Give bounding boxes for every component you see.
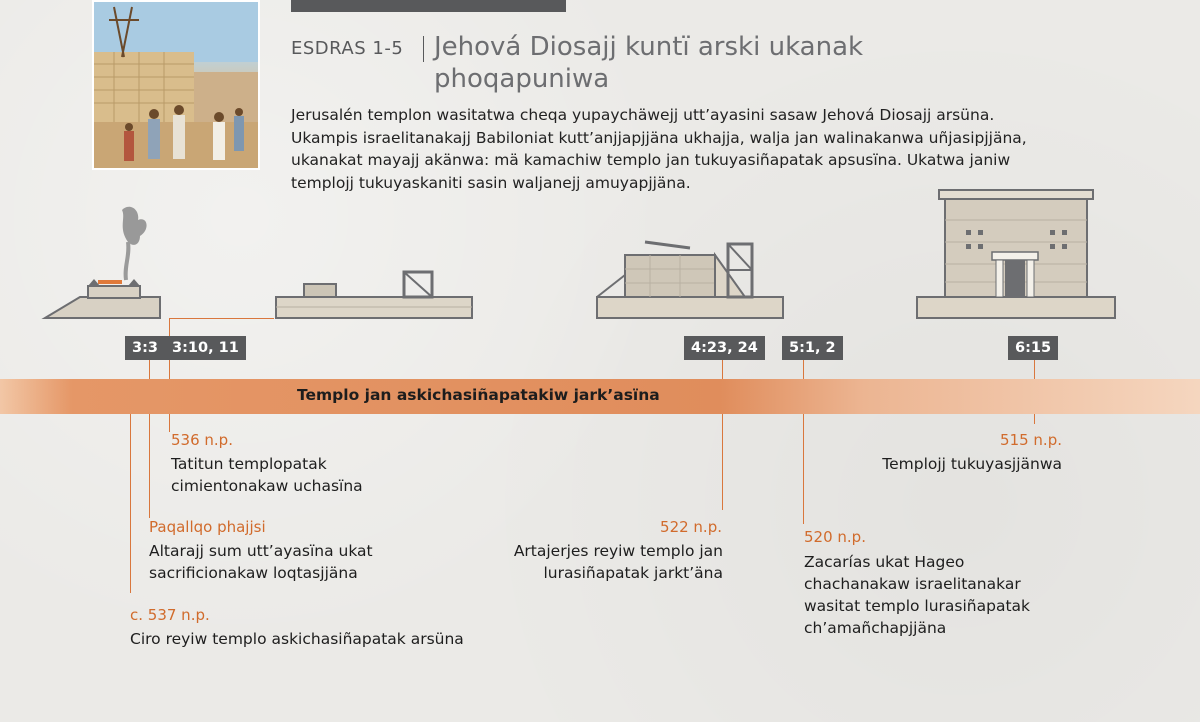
event-year: 515 n.p. bbox=[1000, 431, 1062, 449]
event-text: Templojj tukuyasjjänwa bbox=[882, 455, 1062, 473]
scripture-tag: 4:23, 24 bbox=[684, 336, 765, 360]
scripture-reference: ESDRAS 1-5 bbox=[291, 38, 404, 59]
walls-stage-icon bbox=[597, 242, 783, 318]
altar-stage-icon bbox=[45, 207, 160, 318]
event-year: Paqallqo phajjsi bbox=[149, 518, 266, 536]
event-text: Ciro reyiw templo askichasiñapatak arsüna bbox=[130, 630, 464, 648]
event-year: 520 n.p. bbox=[804, 528, 866, 546]
page-title: Jehová Diosajj kuntï arski ukanak phoqapuniwa bbox=[434, 32, 864, 94]
scripture-tag: 3:3 bbox=[125, 336, 165, 360]
intro-paragraph: Jerusalén templon wasitatwa cheqa yupaychäwejj utt’ayasini sasaw Jehová Diosajj arsüna. Ukampis israelitanakajj Babiloniat kutt’anjjapjjäna ukhajja, walja jan walinakanwa uñjasipjjäna, ukanakat mayajj akänwa: mä kamachiw templo jan tukuyasiñapatak apsusïna. Ukatwa janiw templojj tukuyaskaniti sasin waljanejj amuyapjjäna. bbox=[291, 106, 1027, 192]
event-text: Artajerjes reyiw templo jan lurasiñapatak jarkt’äna bbox=[513, 542, 723, 582]
event-text: Zacarías ukat Hageo chachanakaw israelitanakar wasitat templo lurasiñapatak ch’amañchapjjäna bbox=[804, 553, 1030, 637]
connector-line bbox=[169, 318, 274, 319]
band-label: Templo jan askichasiñapatakiw jark’asïna bbox=[297, 386, 660, 404]
title-separator bbox=[423, 36, 424, 62]
foundation-stage-icon bbox=[276, 272, 472, 318]
event-year: 536 n.p. bbox=[171, 431, 233, 449]
temple-stages-illustration bbox=[0, 180, 1200, 325]
construction-illustration bbox=[92, 0, 260, 170]
event-year: c. 537 n.p. bbox=[130, 606, 210, 624]
event-text: Tatitun templopatak cimientonakaw uchasïna bbox=[171, 455, 363, 495]
header-bar bbox=[291, 0, 566, 12]
scripture-tag: 3:10, 11 bbox=[165, 336, 246, 360]
event-year: 522 n.p. bbox=[660, 518, 722, 536]
event-text: Altarajj sum utt’ayasïna ukat sacrificionakaw loqtasjjäna bbox=[149, 542, 373, 582]
scripture-tag: 6:15 bbox=[1008, 336, 1058, 360]
finished-temple-icon bbox=[917, 190, 1115, 318]
scripture-tag: 5:1, 2 bbox=[782, 336, 843, 360]
